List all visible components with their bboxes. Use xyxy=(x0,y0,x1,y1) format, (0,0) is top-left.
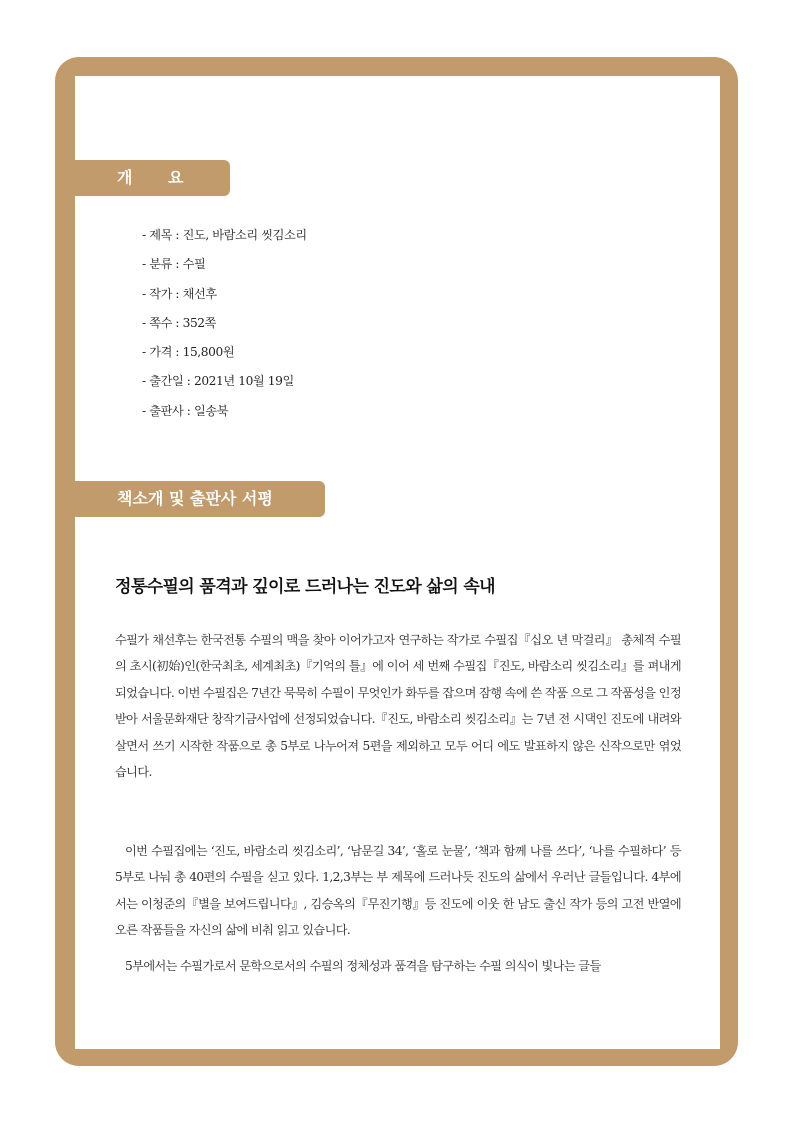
info-item-price: - 가격 : 15,800원 xyxy=(142,345,235,360)
info-item-publisher: - 출판사 : 일송북 xyxy=(142,403,229,418)
section-tab-overview: 개 요 xyxy=(75,160,230,196)
info-item-title: - 제목 : 진도, 바람소리 씻김소리 xyxy=(142,228,307,242)
info-item-pages: - 쪽수 : 352쪽 xyxy=(142,315,217,330)
info-item-genre: - 분류 : 수필 xyxy=(142,257,206,272)
info-item-publish-date: - 출간일 : 2021년 10월 19일 xyxy=(142,374,294,389)
intro-paragraph: 이번 수필집에는 ‘진도, 바람소리 씻김소리’, ‘남문길 34’, ‘홀로 눈물’, ‘책과 함께 나를 쓰다’, ‘나를 수필하다’ 등 5부로 나눠 총 40편의 수필을 싣고 있다. 1,2,3부는 부 제목에 드러나듯 진도의 삶에서 우러난 글들입니다. 4부에서는 이청준의『별을 보여드립니다』, 김승옥의『무진기행』등 진도에 이웃 한 남도 출신 작가 등의 고전 반열에 오른 작품들을 자신의 삶에 비춰 읽고 있습니다. xyxy=(115,844,681,938)
intro-paragraph: 수필가 채선후는 한국전통 수필의 맥을 찾아 이어가고자 연구하는 작가로 수필집『십오 년 막걸리』 총체적 수필의 초시(初始)인(한국최초, 세계최초)『기억의 틀』에 이어 세 번째 수필집『진도, 바람소리 씻김소리』를 펴내게 되었습니다. 이번 수필집은 7년간 묵묵히 수필이 무엇인가 화두를 잡으며 잠행 속에 쓴 작품 으로 그 작품성을 인정받아 서울문화재단 창작기금사업에 선정되었습니다.『진도, 바람소리 씻김소리』는 7년 전 시댁인 진도에 내려와 살면서 쓰기 시작한 작품으로 총 5부로 나누어져 5편을 제외하고 모두 어디 에도 발표하지 않은 신작으로만 엮었습니다. xyxy=(115,633,681,780)
intro-paragraph: 5부에서는 수필가로서 문학으로서의 수필의 정체성과 품격을 탐구하는 수필 의식이 빛나는 글들 xyxy=(125,959,601,973)
article-title: 정통수필의 품격과 깊이로 드러나는 진도와 삶의 속내 xyxy=(115,577,495,597)
book-info-list xyxy=(142,221,307,426)
section-tab-book-intro: 책소개 및 출판사 서평 xyxy=(75,481,325,517)
info-item-author: - 작가 : 채선후 xyxy=(142,286,217,301)
